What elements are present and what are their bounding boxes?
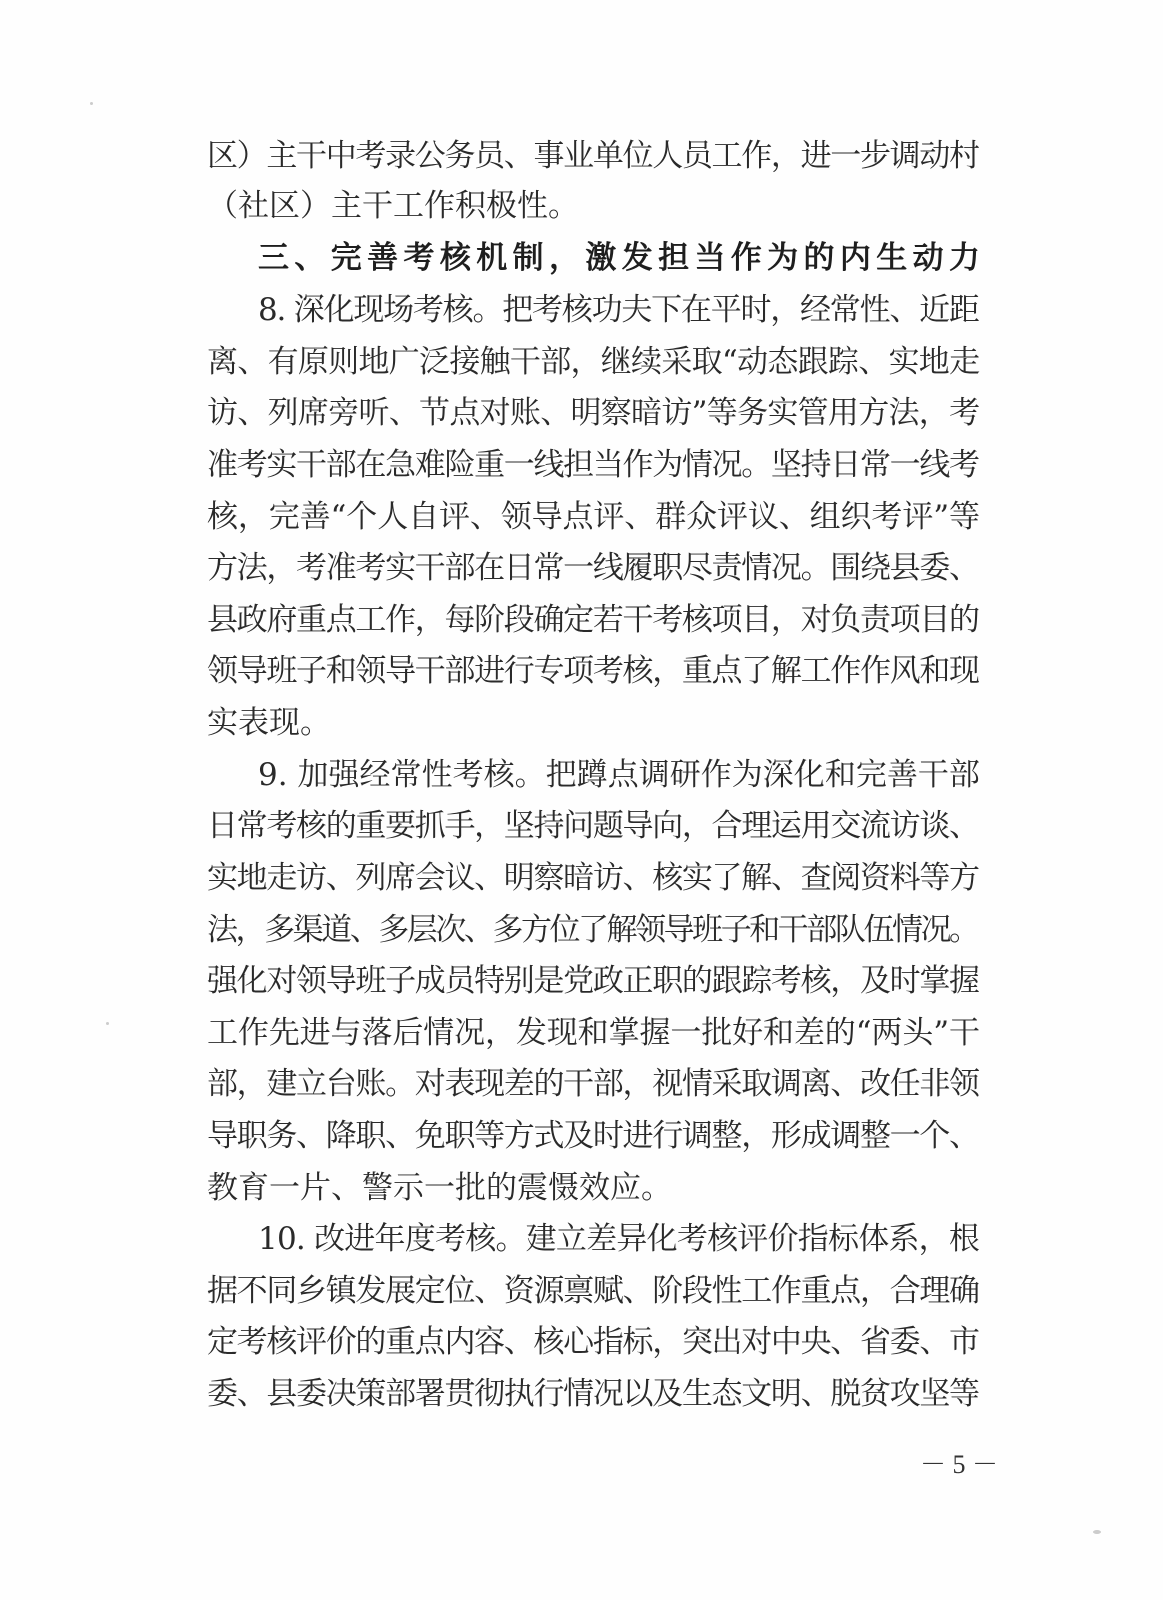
text-line-content: 县政府重点工作，每阶段确定若干考核项目，对负责项目的 [207,602,979,638]
text-line-content: 日常考核的重要抓手，坚持问题导向，合理运用交流访谈、 [207,808,979,844]
scan-speck [1093,1530,1101,1534]
text-line-content: 实地走访、列席会议、明察暗访、核实了解、查阅资料等方 [207,860,979,896]
scan-speck [90,102,93,105]
page-number: － 5 － [920,1450,999,1479]
text-line-content: 10. 改进年度考核。建立差异化考核评价指标体系，根 [258,1221,980,1257]
scan-speck [106,1022,109,1025]
text-line-content: 核，完善“个人自评、领导点评、群众评议、组织考评”等 [207,499,980,535]
text-line-content: 8. 深化现场考核。把考核功夫下在平时，经常性、近距 [258,292,979,328]
text-line-content: 部，建立台账。对表现差的干部，视情采取调离、改任非领 [207,1066,979,1102]
text-line-content: 定考核评价的重点内容、核心指标，突出对中央、省委、市 [207,1324,979,1360]
text-line-content: 实表现。 [207,705,331,741]
text-line-content: 9. 加强经常性考核。把蹲点调研作为深化和完善干部 [258,757,980,793]
text-line-content: 区）主干中考录公务员、事业单位人员工作，进一步调动村 [207,138,979,174]
text-line-content: 准考实干部在急难险重一线担当作为情况。坚持日常一线考 [207,447,979,483]
text-line-content: 方法，考准考实干部在日常一线履职尽责情况。围绕县委、 [207,550,979,586]
text-line-content: 法，多渠道、多层次、多方位了解领导班子和干部队伍情况。 [207,912,978,948]
text-line-content: 委、县委决策部署贯彻执行情况以及生态文明、脱贫攻坚等 [207,1376,979,1412]
text-line-content: 据不同乡镇发展定位、资源禀赋、阶段性工作重点，合理确 [207,1273,979,1309]
text-line-content: 访、列席旁听、节点对账、明察暗访”等务实管用方法，考 [207,395,980,431]
text-line-content: 领导班子和领导干部进行专项考核，重点了解工作作风和现 [207,653,979,689]
text-line-content: 离、有原则地广泛接触干部，继续采取“动态跟踪、实地走 [207,344,980,380]
text-line-content: （社区）主干工作积极性。 [207,188,579,224]
text-line-content: 工作先进与落后情况，发现和掌握一批好和差的“两头”干 [207,1015,980,1051]
section-heading-text: 三、完善考核机制，激发担当作为的内生动力 [258,240,986,276]
text-line-content: 强化对领导班子成员特别是党政正职的跟踪考核，及时掌握 [207,963,979,999]
text-line-content: 导职务、降职、免职等方式及时进行调整，形成调整一个、 [207,1118,979,1154]
text-line-content: 教育一片、警示一批的震慑效应。 [207,1170,672,1206]
